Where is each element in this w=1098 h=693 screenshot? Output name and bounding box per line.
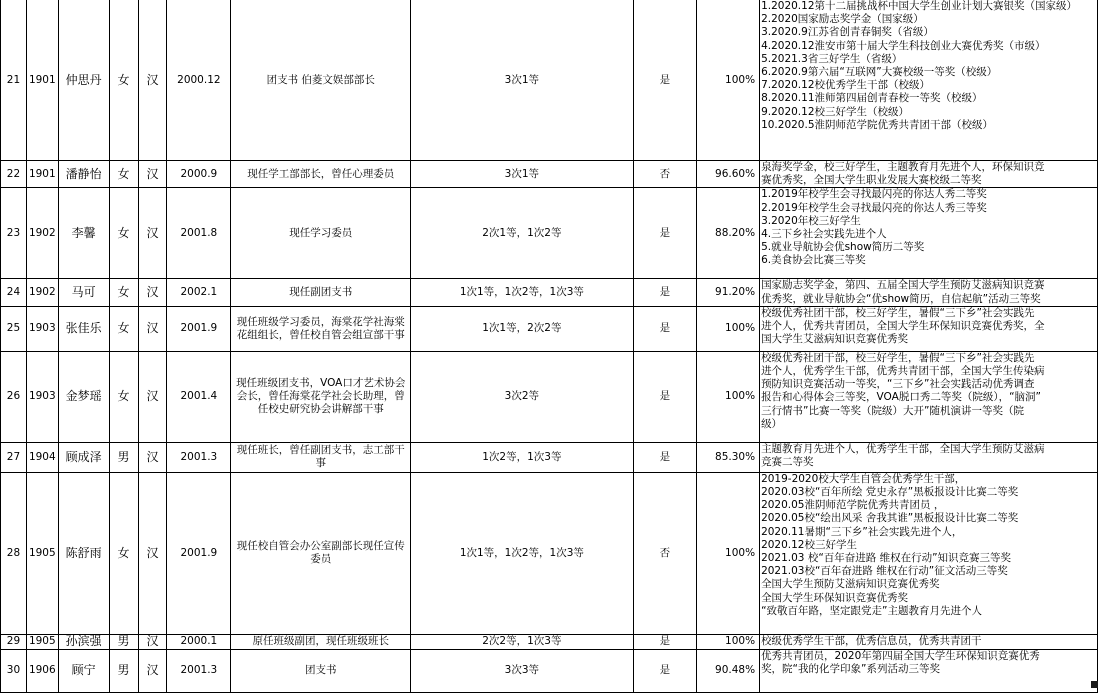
name-cell[interactable]: 金梦瑶 (58, 351, 109, 442)
name-cell[interactable]: 马可 (58, 279, 109, 306)
table-row (1, 634, 1098, 649)
pass-cell[interactable]: 是 (633, 442, 697, 472)
ethnicity-cell[interactable]: 汉 (138, 0, 167, 161)
score-cell[interactable]: 1次1等，2次2等 (411, 306, 633, 351)
award-line: 校级优秀学生干部，优秀信息员，优秀共青团干 (761, 634, 982, 647)
birth-date-cell[interactable]: 2000.9 (167, 161, 231, 188)
class-cell[interactable]: 1905 (26, 472, 58, 634)
award-line: 优秀奖，就业导航协会“优show简历，自信起航”活动三等奖 (761, 292, 1041, 305)
award-line: 5.2021.3省三好学生（省级） (761, 52, 903, 65)
pass-cell[interactable]: 是 (633, 649, 697, 692)
row-number-cell[interactable]: 28 (1, 472, 27, 634)
pass-cell[interactable]: 是 (633, 351, 697, 442)
ethnicity-cell[interactable]: 汉 (138, 306, 167, 351)
score-cell[interactable]: 1次1等，1次2等，1次3等 (411, 279, 633, 306)
class-cell[interactable]: 1903 (26, 351, 58, 442)
row-number-cell[interactable]: 26 (1, 351, 27, 442)
row-number-cell[interactable]: 27 (1, 442, 27, 472)
awards-cell[interactable] (760, 649, 1098, 692)
birth-date-cell[interactable]: 2000.12 (167, 0, 231, 161)
award-line: 6.2020.9第六届“互联网”大赛校级一等奖（校级） (761, 66, 998, 79)
row-number-cell[interactable]: 22 (1, 161, 27, 188)
rate-cell[interactable]: 96.60% (697, 161, 760, 188)
class-cell[interactable]: 1901 (26, 0, 58, 161)
class-cell[interactable]: 1904 (26, 442, 58, 472)
name-cell[interactable]: 李馨 (58, 188, 109, 279)
position-cell[interactable]: 现任班长，曾任副团支书，志工部干事 (231, 442, 411, 472)
award-line: 级） (761, 417, 783, 430)
name-cell[interactable]: 陈舒雨 (58, 472, 109, 634)
award-line: 4.三下乡社会实践先进个人 (761, 228, 887, 241)
award-line: 2019-2020校大学生自管会优秀学生干部， (761, 472, 966, 485)
ethnicity-cell[interactable]: 汉 (138, 351, 167, 442)
score-cell[interactable]: 3次1等 (411, 0, 633, 161)
score-cell[interactable]: 3次3等 (411, 649, 633, 692)
birth-date-cell[interactable]: 2001.3 (167, 442, 231, 472)
award-line: 9.2020.12校三好学生（校级） (761, 105, 910, 118)
awards-cell[interactable] (760, 442, 1098, 472)
table-row (1, 306, 1098, 351)
rate-cell[interactable]: 100% (697, 306, 760, 351)
award-line: 2.2019年校学生会寻找最闪亮的你达人秀三等奖 (761, 201, 987, 214)
award-line: 2.2020国家励志奖学金（国家级） (761, 13, 924, 26)
table-row (1, 279, 1098, 306)
award-line: 竞赛二等奖 (761, 456, 814, 469)
table-row (1, 351, 1098, 442)
sex-cell[interactable]: 女 (109, 188, 138, 279)
score-cell[interactable]: 1次2等，1次3等 (411, 442, 633, 472)
position-cell[interactable]: 原任班级副团，现任班级班长 (231, 634, 411, 649)
row-number-cell[interactable]: 29 (1, 634, 27, 649)
name-cell[interactable]: 潘静怡 (58, 161, 109, 188)
award-line: 报告和心得体会三等奖，VOA脱口秀二等奖（院级），“脑洞” (761, 391, 1041, 404)
position-cell[interactable]: 团支书 (231, 649, 411, 692)
sex-cell[interactable]: 女 (109, 0, 138, 161)
class-cell[interactable]: 1905 (26, 634, 58, 649)
rate-cell[interactable]: 100% (697, 0, 760, 161)
award-line: 5.就业导航协会优show简历二等奖 (761, 241, 925, 254)
award-line: 6.美食协会比赛三等奖 (761, 254, 866, 267)
row-number-cell[interactable]: 30 (1, 649, 27, 692)
score-cell[interactable]: 3次1等 (411, 161, 633, 188)
birth-date-cell[interactable]: 2001.4 (167, 351, 231, 442)
award-line: 2020.12校三好学生 (761, 538, 857, 551)
table-row (1, 442, 1098, 472)
award-line: 3.2020.9江苏省创青春铜奖（省级） (761, 26, 934, 39)
position-cell[interactable]: 现任班级学习委员，海棠花学社海棠花组组长，曾任校自管会组宣部干事 (231, 306, 411, 351)
award-line: 4.2020.12淮安市第十届大学生科技创业大赛优秀奖（市级） (761, 39, 1046, 52)
award-line: 2020.05淮阴师范学院优秀共青团员 ， (761, 499, 945, 512)
score-cell[interactable]: 2次2等，1次3等 (411, 634, 633, 649)
position-cell[interactable]: 团支书 伯菱文娱部部长 (231, 0, 411, 161)
ethnicity-cell[interactable]: 汉 (138, 279, 167, 306)
pass-cell[interactable]: 是 (633, 0, 697, 161)
class-cell[interactable]: 1902 (26, 279, 58, 306)
position-cell[interactable]: 现任班级团支书，VOA口才艺术协会会长，曾任海棠花学社会长助理，曾任校史研究协会讲解部干事 (231, 351, 411, 442)
award-line: 全国大学生预防艾滋病知识竞赛优秀奖 (761, 578, 940, 591)
sex-cell[interactable]: 女 (109, 161, 138, 188)
score-cell[interactable]: 3次2等 (411, 351, 633, 442)
name-cell[interactable]: 顾成泽 (58, 442, 109, 472)
sex-cell[interactable]: 男 (109, 634, 138, 649)
class-cell[interactable]: 1906 (26, 649, 58, 692)
rate-cell[interactable]: 90.48% (697, 649, 760, 692)
pass-cell[interactable]: 是 (633, 634, 697, 649)
table-row (1, 649, 1098, 692)
awards-cell[interactable] (760, 306, 1098, 351)
position-cell[interactable]: 现任副团支书 (231, 279, 411, 306)
class-cell[interactable]: 1903 (26, 306, 58, 351)
class-cell[interactable]: 1902 (26, 188, 58, 279)
birth-date-cell[interactable]: 2001.9 (167, 472, 231, 634)
award-line: 三行情书”比赛一等奖（院级）大开”随机演讲一等奖（院 (761, 404, 1024, 417)
award-line: 2021.03校“百年奋进路 维权在行动”征文活动三等奖 (761, 565, 1008, 578)
birth-date-cell[interactable]: 2001.3 (167, 649, 231, 692)
awards-cell[interactable] (760, 472, 1098, 634)
name-cell[interactable]: 孙滨强 (58, 634, 109, 649)
awards-cell[interactable] (760, 279, 1098, 306)
ethnicity-cell[interactable]: 汉 (138, 634, 167, 649)
ethnicity-cell[interactable]: 汉 (138, 649, 167, 692)
score-cell[interactable]: 1次1等，1次2等，1次3等 (411, 472, 633, 634)
rate-cell[interactable]: 100% (697, 634, 760, 649)
award-line: 进个人，优秀学生干部，优秀共青团干部，全国大学生传染病 (761, 365, 1045, 378)
name-cell[interactable]: 仲思丹 (58, 0, 109, 161)
award-line: 奖，院“我的化学印象”系列活动三等奖 (761, 663, 940, 676)
sex-cell[interactable]: 女 (109, 306, 138, 351)
award-line: 1.2019年校学生会寻找最闪亮的你达人秀二等奖 (761, 188, 987, 201)
rate-cell[interactable]: 100% (697, 472, 760, 634)
position-cell[interactable]: 现任学习委员 (231, 188, 411, 279)
table-row (1, 161, 1098, 188)
rate-cell[interactable]: 100% (697, 351, 760, 442)
award-line: “致敬百年路，坚定跟党走”主题教育月先进个人 (761, 604, 982, 617)
ethnicity-cell[interactable]: 汉 (138, 161, 167, 188)
position-cell[interactable]: 现任学工部部长，曾任心理委员 (231, 161, 411, 188)
birth-date-cell[interactable]: 2001.8 (167, 188, 231, 279)
award-line: 2020.11暑期“三下乡”社会实践先进个人， (761, 525, 963, 538)
position-cell[interactable]: 现任校自管会办公室副部长现任宣传委员 (231, 472, 411, 634)
sex-cell[interactable]: 女 (109, 279, 138, 306)
award-line: 1.2020.12第十二届挑战杯中国大学生创业计划大赛银奖（国家级） (761, 0, 1077, 12)
sex-cell[interactable]: 女 (109, 472, 138, 634)
award-line: 8.2020.11淮师第四届创青春校一等奖（校级） (761, 92, 983, 105)
rate-cell[interactable]: 88.20% (697, 188, 760, 279)
award-line: 国大学生艾滋病知识竞赛优秀奖 (761, 333, 909, 346)
name-cell[interactable]: 张佳乐 (58, 306, 109, 351)
pass-cell[interactable]: 是 (633, 306, 697, 351)
sex-cell[interactable]: 女 (109, 351, 138, 442)
award-line: 全国大学生环保知识竞赛优秀奖 (761, 591, 909, 604)
ethnicity-cell[interactable]: 汉 (138, 188, 167, 279)
award-line: 进个人，优秀共青团员，全国大学生环保知识竞赛优秀奖，全 (761, 320, 1045, 333)
sex-cell[interactable]: 男 (109, 649, 138, 692)
award-line: 3.2020年校三好学生 (761, 214, 861, 227)
rate-cell[interactable]: 91.20% (697, 279, 760, 306)
birth-date-cell[interactable]: 2002.1 (167, 279, 231, 306)
row-number-cell[interactable]: 24 (1, 279, 27, 306)
pass-cell[interactable]: 是 (633, 188, 697, 279)
awards-cell[interactable] (760, 188, 1098, 279)
award-line: 2021.03 校“百年奋进路 维权在行动”知识竞赛三等奖 (761, 552, 1012, 565)
ethnicity-cell[interactable]: 汉 (138, 472, 167, 634)
award-line: 泉海奖学金，校三好学生，主题教育月先进个人，环保知识竞 (761, 161, 1045, 173)
ethnicity-cell[interactable]: 汉 (138, 442, 167, 472)
award-line: 2020.03校“百年所绘 党史永存”黑板报设计比赛二等奖 (761, 486, 1019, 499)
birth-date-cell[interactable]: 2001.9 (167, 306, 231, 351)
awards-cell[interactable] (760, 0, 1098, 161)
award-line: 国家励志奖学金，第四、五届全国大学生预防艾滋病知识竞赛 (761, 279, 1045, 292)
award-line: 7.2020.12校优秀学生干部（校级） (761, 79, 931, 92)
award-line: 校级优秀社团干部，校三好学生，暑假“三下乡”社会实践先 (761, 351, 1035, 364)
award-line: 校级优秀社团干部，校三好学生，暑假“三下乡”社会实践先 (761, 306, 1035, 319)
award-line: 预防知识竞赛活动一等奖，“三下乡”社会实践活动优秀调查 (761, 378, 1035, 391)
row-number-cell[interactable]: 23 (1, 188, 27, 279)
row-number-cell[interactable]: 25 (1, 306, 27, 351)
table-row (1, 0, 1098, 161)
awards-cell[interactable] (760, 634, 1098, 649)
name-cell[interactable]: 顾宁 (58, 649, 109, 692)
selection-fill-handle[interactable] (1091, 681, 1098, 688)
class-cell[interactable]: 1901 (26, 161, 58, 188)
pass-cell[interactable]: 否 (633, 161, 697, 188)
award-line: 优秀共青团员，2020年第四届全国大学生环保知识竞赛优秀 (761, 649, 1040, 662)
sex-cell[interactable]: 男 (109, 442, 138, 472)
award-line: 赛优秀奖，全国大学生职业发展大赛校级二等奖 (761, 174, 982, 187)
pass-cell[interactable]: 是 (633, 279, 697, 306)
birth-date-cell[interactable]: 2000.1 (167, 634, 231, 649)
rate-cell[interactable]: 85.30% (697, 442, 760, 472)
award-line: 10.2020.5淮阴师范学院优秀共青团干部（校级） (761, 118, 993, 131)
table-row (1, 188, 1098, 279)
awards-cell[interactable] (760, 351, 1098, 442)
table-row (1, 472, 1098, 634)
award-line: 2020.05校“绘出风采 舍我其谁”黑板报设计比赛二等奖 (761, 512, 1019, 525)
pass-cell[interactable]: 否 (633, 472, 697, 634)
awards-cell[interactable] (760, 161, 1098, 188)
row-number-cell[interactable]: 21 (1, 0, 27, 161)
score-cell[interactable]: 2次1等，1次2等 (411, 188, 633, 279)
award-line: 主题教育月先进个人，优秀学生干部，全国大学生预防艾滋病 (761, 442, 1045, 455)
